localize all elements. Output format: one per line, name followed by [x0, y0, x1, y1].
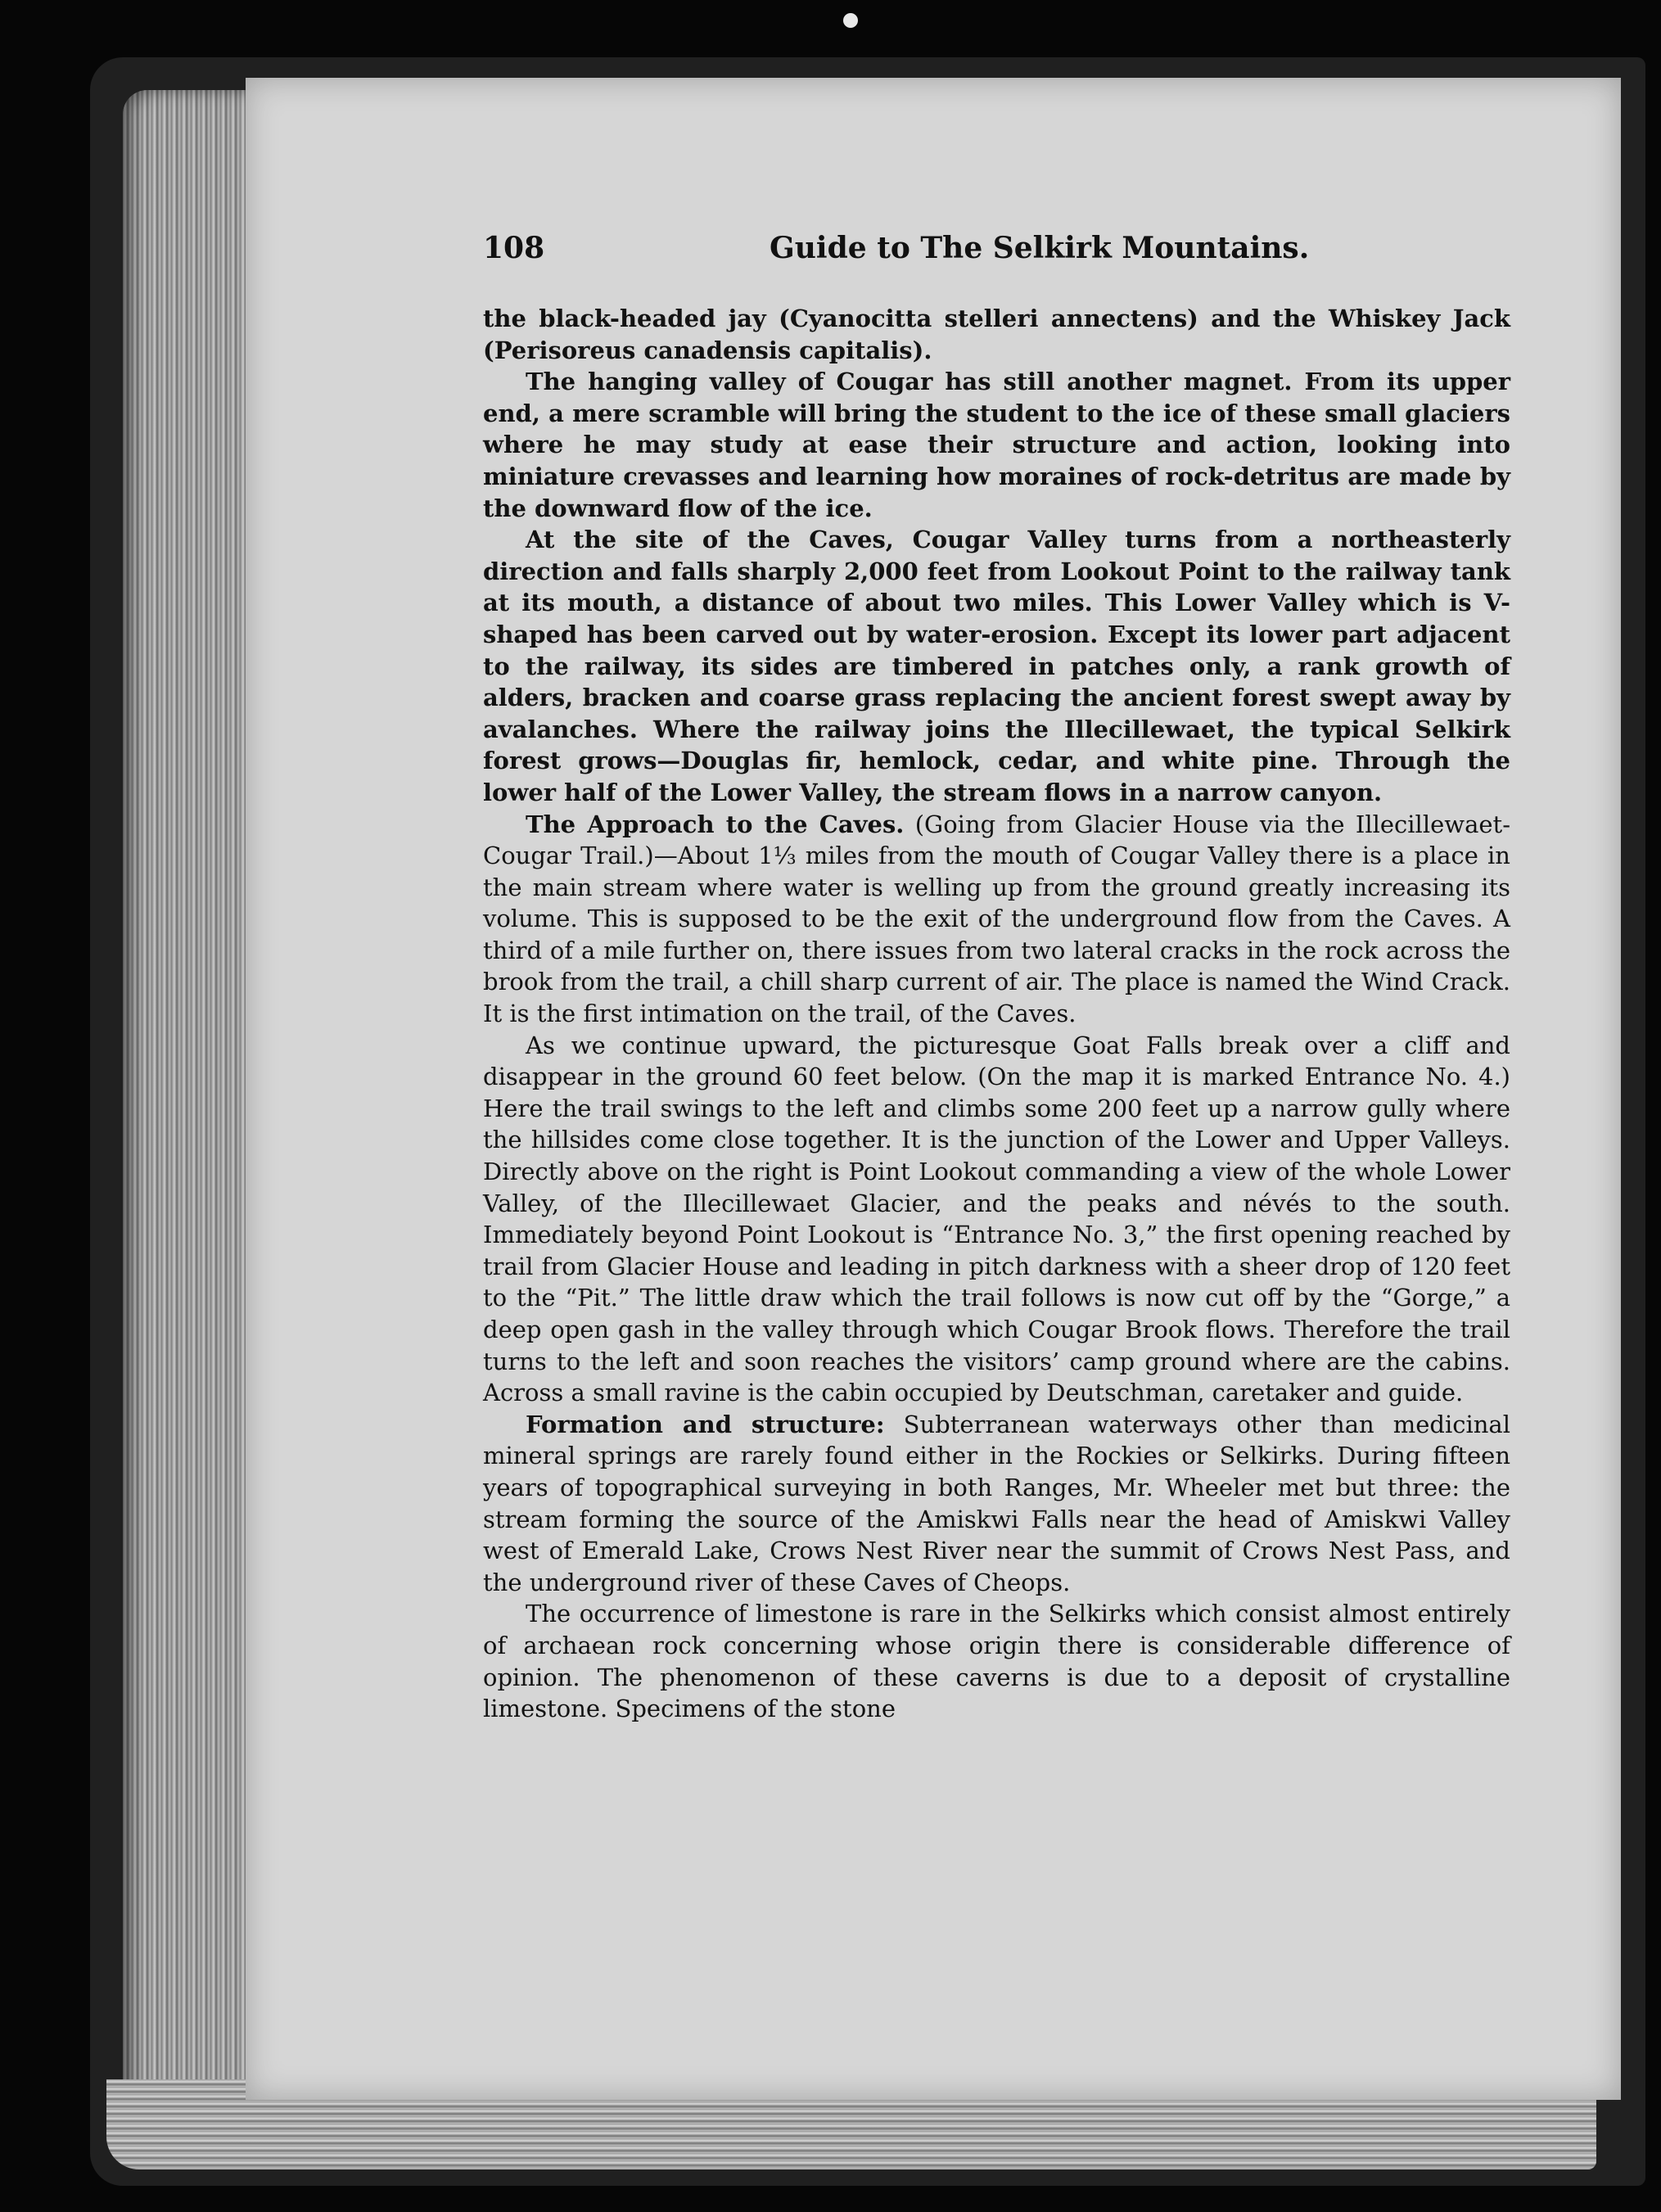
- paragraph-6: [483, 1409, 1510, 1599]
- paragraph-1-text: the black-headed jay (Cyanocitta stelleri annectens) and the Whiskey Jack (Perisoreus canadensis capitalis).: [483, 305, 1510, 364]
- section-heading-approach: The Approach to the Caves.: [526, 810, 905, 838]
- running-title: Guide to The Selkirk Mountains.: [770, 231, 1310, 265]
- paragraph-1: [483, 303, 1510, 366]
- paragraph-7: [483, 1598, 1510, 1724]
- film-marker-dot: [843, 13, 858, 28]
- running-header: [483, 231, 1661, 280]
- paragraph-4-text: (Going from Glacier House via the Illecillewaet-Cougar Trail.)—About 1⅓ miles from the mouth of Cougar Valley there is a place in the main stream where water is welling up from the ground greatly increasing its volume. This is supposed to be the exit of the underground flow from the Caves. A third of a mile further on, there issues from two lateral cracks in the rock across the brook from the trail, a chill sharp current of air. The place is named the Wind Crack. It is the first intimation on the trail, of the Caves.: [483, 810, 1510, 1028]
- paragraph-3-text: At the site of the Caves, Cougar Valley turns from a northeasterly direction and falls sharply 2,000 feet from Lookout Point to the railway tank at its mouth, a distance of about two miles. This Lower Valley which is V-shaped has been carved out by water-erosion. Except its lower part adjacent to the railway, its sides are timbered in patches only, a rank growth of alders, bracken and coarse grass replacing the ancient forest swept away by avalanches. Where the railway joins the Illecillewaet, the typical Selkirk forest grows—Douglas fir, hemlock, cedar, and white pine. Through the lower half of the Lower Valley, the stream flows in a narrow canyon.: [483, 526, 1510, 806]
- paragraph-6-text: Subterranean waterways other than medicinal mineral springs are rarely found either in the Rockies or Selkirks. During fifteen years of topographical surveying in both Ranges, Mr. Wheeler met but three: the stream forming the source of the Amiskwi Falls near the head of Amiskwi Valley west of Emerald Lake, Crows Nest River near the summit of Crows Nest Pass, and the underground river of these Caves of Cheops.: [483, 1410, 1510, 1596]
- section-heading-formation: Formation and structure:: [526, 1410, 885, 1438]
- paragraph-5: [483, 1030, 1510, 1409]
- paragraph-2-text: The hanging valley of Cougar has still another magnet. From its upper end, a mere scramble will bring the student to the ice of these small glaciers where he may study at ease their structure and action, looking into miniature crevasses and learning how moraines of rock-detritus are made by the downward flow of the ice.: [483, 368, 1510, 522]
- paragraph-4: [483, 809, 1510, 1030]
- page-number: 108: [483, 231, 545, 265]
- paragraph-5-text: As we continue upward, the picturesque Goat Falls break over a cliff and disappear in the ground 60 feet below. (On the map it is marked Entrance No. 4.) Here the trail swings to the left and climbs some 200 feet up a narrow gully where the hillsides come close together. It is the junction of the Lower and Upper Valleys. Directly above on the right is Point Lookout commanding a view of the whole Lower Valley, of the Illecillewaet Glacier, and the peaks and névés to the south. Immediately beyond Point Lookout is “Entrance No. 3,” the first opening reached by trail from Glacier House and leading in pitch darkness with a sheer drop of 120 feet to the “Pit.” The little draw which the trail follows is now cut off by the “Gorge,” a deep open gash in the valley through which Cougar Brook flows. Therefore the trail turns to the left and soon reaches the visitors’ camp ground where are the cabins. Across a small ravine is the cabin occupied by Deutschman, caretaker and guide.: [483, 1031, 1510, 1407]
- page-edges-left: [123, 90, 262, 2153]
- paragraph-3: [483, 524, 1510, 808]
- paragraph-7-text: The occurrence of limestone is rare in the Selkirks which consist almost entirely of archaean rock concerning whose origin there is considerable difference of opinion. The phenomenon of these caverns is due to a deposit of crystalline limestone. Specimens of the stone: [483, 1600, 1510, 1723]
- paragraph-2: [483, 366, 1510, 524]
- body-text: [483, 303, 1510, 1725]
